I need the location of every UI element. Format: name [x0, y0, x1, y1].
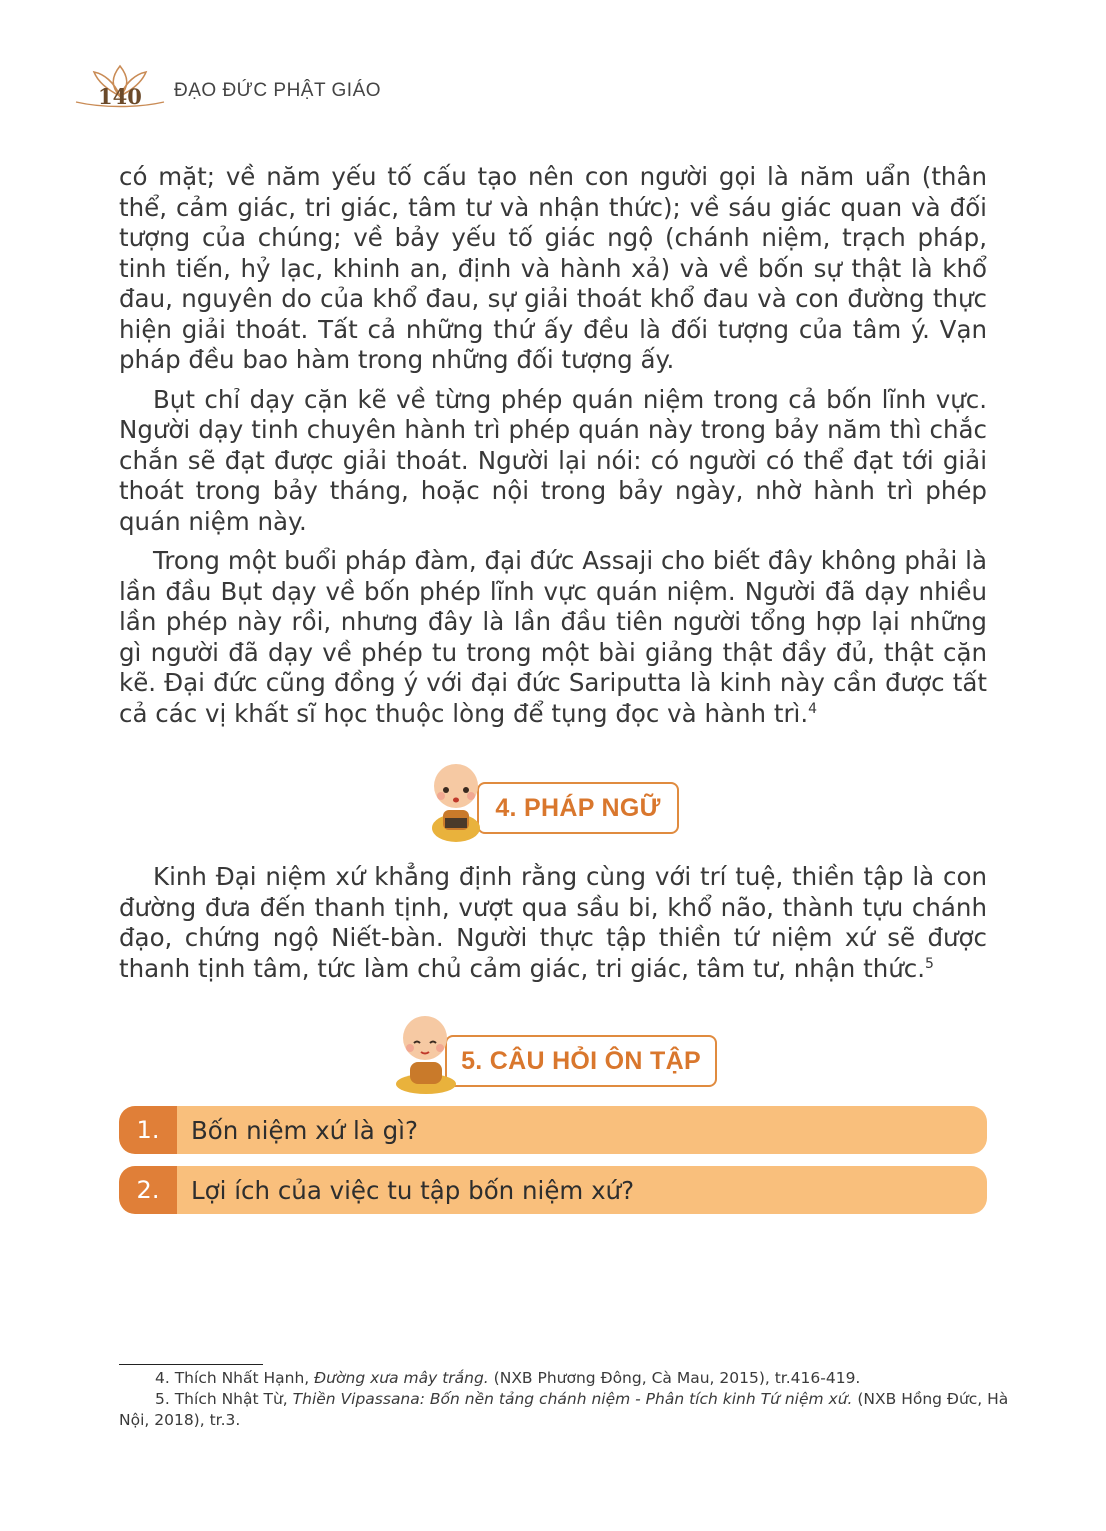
section-4-title: 4. PHÁP NGỮ — [477, 782, 679, 834]
footnote-5 — [119, 1389, 1015, 1431]
question-text: Lợi ích của việc tu tập bốn niệm xứ? — [191, 1175, 635, 1205]
footnote-4-title: Đường xưa mây trắng. — [314, 1369, 489, 1387]
footnote-divider — [119, 1364, 263, 1365]
paragraph-3-text: Trong một buổi pháp đàm, đại đức Assaji cho biết đây không phải là lần đầu Bụt dạy về bốn phép lĩnh vực quán niệm. Người đã dạy nhiều lần phép này rồi, nhưng đây là lần đầu tiên người tổng hợp lại những gì người đã dạy về phép tu trong một bài giảng thật đầy đủ, thật cặn kẽ. Đại đức cũng đồng ý với đại đức Sariputta là kinh này cần được tất cả các vị khất sĩ học thuộc lòng để tụng đọc và hành trì. — [119, 546, 987, 728]
question-row — [119, 1166, 987, 1214]
body-block-2 — [119, 862, 987, 993]
page-number: 140 — [98, 84, 142, 109]
footnote-ref-4: 4 — [808, 700, 818, 717]
footnote-4-publisher: (NXB Phương Đông, Cà Mau, 2015), tr.416-419. — [488, 1369, 861, 1387]
footnote-4 — [119, 1368, 1015, 1389]
footnote-5-publisher: (NXB Hồng Đức, Hà Nội, 2018), tr.3. — [119, 1390, 1009, 1429]
paragraph-3 — [119, 546, 987, 729]
footnote-5-author: 5. Thích Nhật Từ, — [155, 1390, 293, 1408]
running-head-title: ĐẠO ĐỨC PHẬT GIÁO — [174, 80, 382, 101]
paragraph-4 — [119, 862, 987, 984]
body-block-1 — [119, 162, 987, 738]
paragraph-2: Bụt chỉ dạy cặn kẽ về từng phép quán niệm trong cả bốn lĩnh vực. Người dạy tinh chuyên hành trì phép quán này trong bảy năm thì chắc chắn sẽ đạt được giải thoát. Người lại nói: có người có thể đạt tới giải thoát trong bảy tháng, hoặc nội trong bảy ngày, nhờ hành trì phép quán niệm này. — [119, 384, 987, 536]
section-heading-5 — [390, 1010, 720, 1100]
footnote-ref-5: 5 — [925, 955, 934, 972]
paragraph-4-text: Kinh Đại niệm xứ khẳng định rằng cùng với trí tuệ, thiền tập là con đường đưa đến thanh tịnh, vượt qua sầu bi, khổ não, thành tựu chánh đạo, chứng ngộ Niết-bàn. Người thực tập thiền tứ niệm xứ sẽ được thanh tịnh tâm, tức làm chủ cảm giác, tri giác, tâm tư, nhận thức. — [119, 862, 987, 983]
section-5-title: 5. CÂU HỎI ÔN TẬP — [445, 1035, 717, 1087]
paragraph-1: có mặt; về năm yếu tố cấu tạo nên con người gọi là năm uẩn (thân thể, cảm giác, tri giác, tâm tư và nhận thức); về sáu giác quan và đối tượng của chúng; về bảy yếu tố giác ngộ (chánh niệm, trạch pháp, tinh tiến, hỷ lạc, khinh an, định và hành xả) và về bốn sự thật là khổ đau, nguyên do của khổ đau, sự giải thoát khổ đau và con đường thực hiện giải thoát. Tất cả những thứ ấy đều là đối tượng của tâm ý. Vạn pháp đều bao hàm trong những đối tượng ấy. — [119, 162, 987, 374]
question-row — [119, 1106, 987, 1154]
monk-sitting-icon — [390, 1010, 460, 1100]
footnotes — [119, 1368, 1015, 1431]
monk-reading-icon — [425, 758, 487, 848]
question-text: Bốn niệm xứ là gì? — [191, 1115, 418, 1145]
review-questions — [119, 1106, 987, 1226]
page-header — [72, 62, 392, 112]
footnote-4-author: 4. Thích Nhất Hạnh, — [155, 1369, 315, 1387]
question-number: 1. — [119, 1106, 177, 1154]
question-number: 2. — [119, 1166, 177, 1214]
section-heading-4 — [425, 758, 685, 848]
footnote-5-title: Thiền Vipassana: Bốn nền tảng chánh niệm - Phân tích kinh Tứ niệm xứ. — [292, 1390, 853, 1408]
